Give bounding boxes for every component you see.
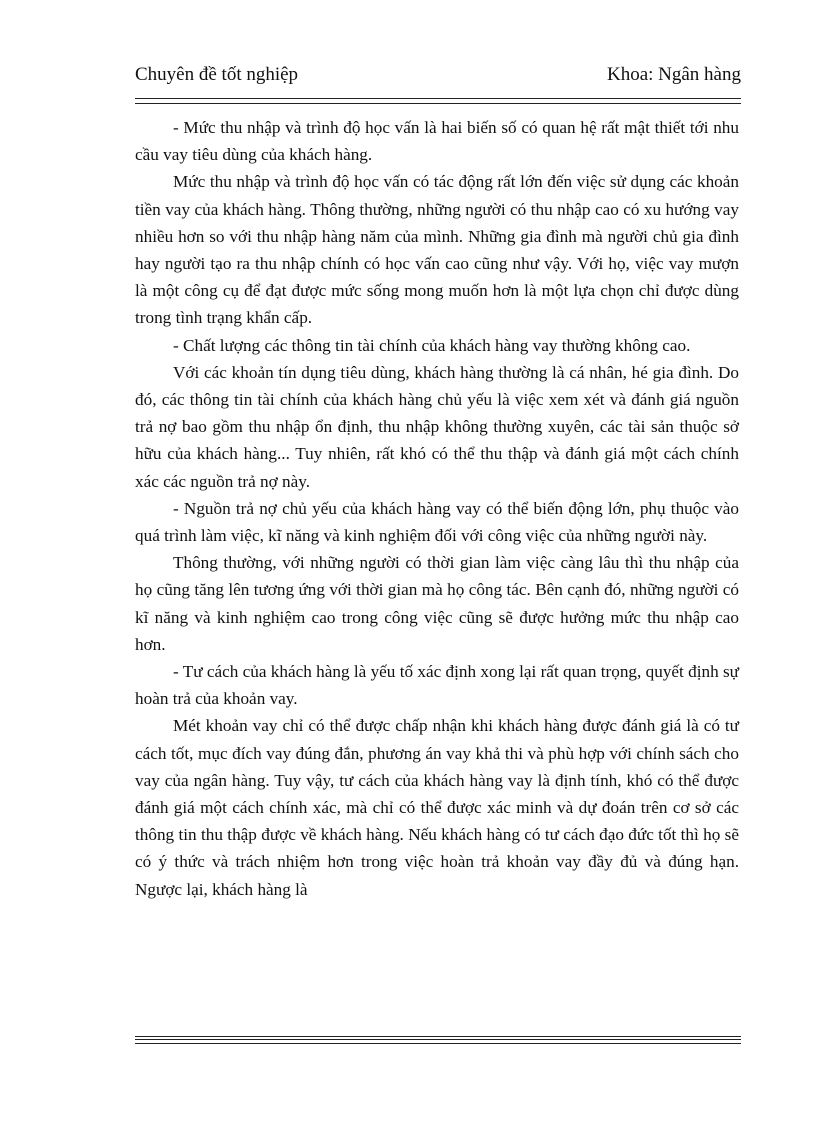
paragraph: Với các khoản tín dụng tiêu dùng, khách hàng thường là cá nhân, hé gia đình. Do đó, các thông tin tài chính của khách hàng chủ yếu là việc xem xét và đánh giá nguồn trả nợ bao gồm thu nhập ổn định, thu nhập không thường xuyên, các tài sản thuộc sở hữu của khách hàng... Tuy nhiên, rất khó có thể thu thập và đánh giá một cách chính xác các nguồn trả nợ này. <box>135 362 739 491</box>
header-document-type: Chuyên đề tốt nghiệp <box>135 64 299 85</box>
paragraph: Thông thường, với những người có thời gian làm việc càng lâu thì thu nhập của họ cũng tăng lên tương ứng với thời gian mà họ công tác. Bên cạnh đó, những người có kĩ năng và kinh nghiệm cao trong công việc cũng sẽ được hưởng mức thu nhập cao hơn. <box>135 553 739 654</box>
paragraph: - Chất lượng các thông tin tài chính của khách hàng vay thường không cao. <box>173 335 691 355</box>
paragraph: Mức thu nhập và trình độ học vấn có tác động rất lớn đến việc sử dụng các khoản tiền vay của khách hàng. Thông thường, những người có thu nhập cao có xu hướng vay nhiều hơn so với thu nhập hàng năm của mình. Những gia đình mà người chủ gia đình hay người tạo ra thu nhập chính có học vấn cao cũng như vậy. Với họ, việc vay mượn là một công cụ để đạt được mức sống mong muốn hơn là một lựa chọn chỉ được dùng trong tình trạng khẩn cấp. <box>135 172 739 328</box>
body-text <box>135 114 739 903</box>
paragraph: - Nguồn trả nợ chủ yếu của khách hàng vay có thể biến động lớn, phụ thuộc vào quá trình làm việc, kĩ năng và kinh nghiệm đối với công việc của những người này. <box>135 498 739 546</box>
paragraph: - Tư cách của khách hàng là yếu tố xác định xong lại rất quan trọng, quyết định sự hoàn trả của khoản vay. <box>135 662 739 709</box>
header-rule <box>135 98 741 104</box>
page-header <box>135 64 741 92</box>
footer-rule <box>135 1036 741 1044</box>
paragraph: Mét khoản vay chỉ có thể được chấp nhận khi khách hàng được đánh giá là có tư cách tốt, mục đích vay đúng đắn, phương án vay khả thi và phù hợp với chính sách cho vay của ngân hàng. Tuy vậy, tư cách của khách hàng vay là định tính, khó có thể được đánh giá một cách chính xác, mà chỉ có thể được xác minh và dự đoán trên cơ sở các thông tin thu thập được về khách hàng. Nếu khách hàng có tư cách đạo đức tốt thì họ sẽ có ý thức và trách nhiệm hơn trong việc hoàn trả khoản vay đầy đủ và đúng hạn. Ngược lại, khách hàng là <box>135 716 739 899</box>
header-faculty: Khoa: Ngân hàng <box>606 64 741 85</box>
paragraph: - Mức thu nhập và trình độ học vấn là hai biến số có quan hệ rất mật thiết tới nhu cầu vay tiêu dùng của khách hàng. <box>135 118 739 165</box>
